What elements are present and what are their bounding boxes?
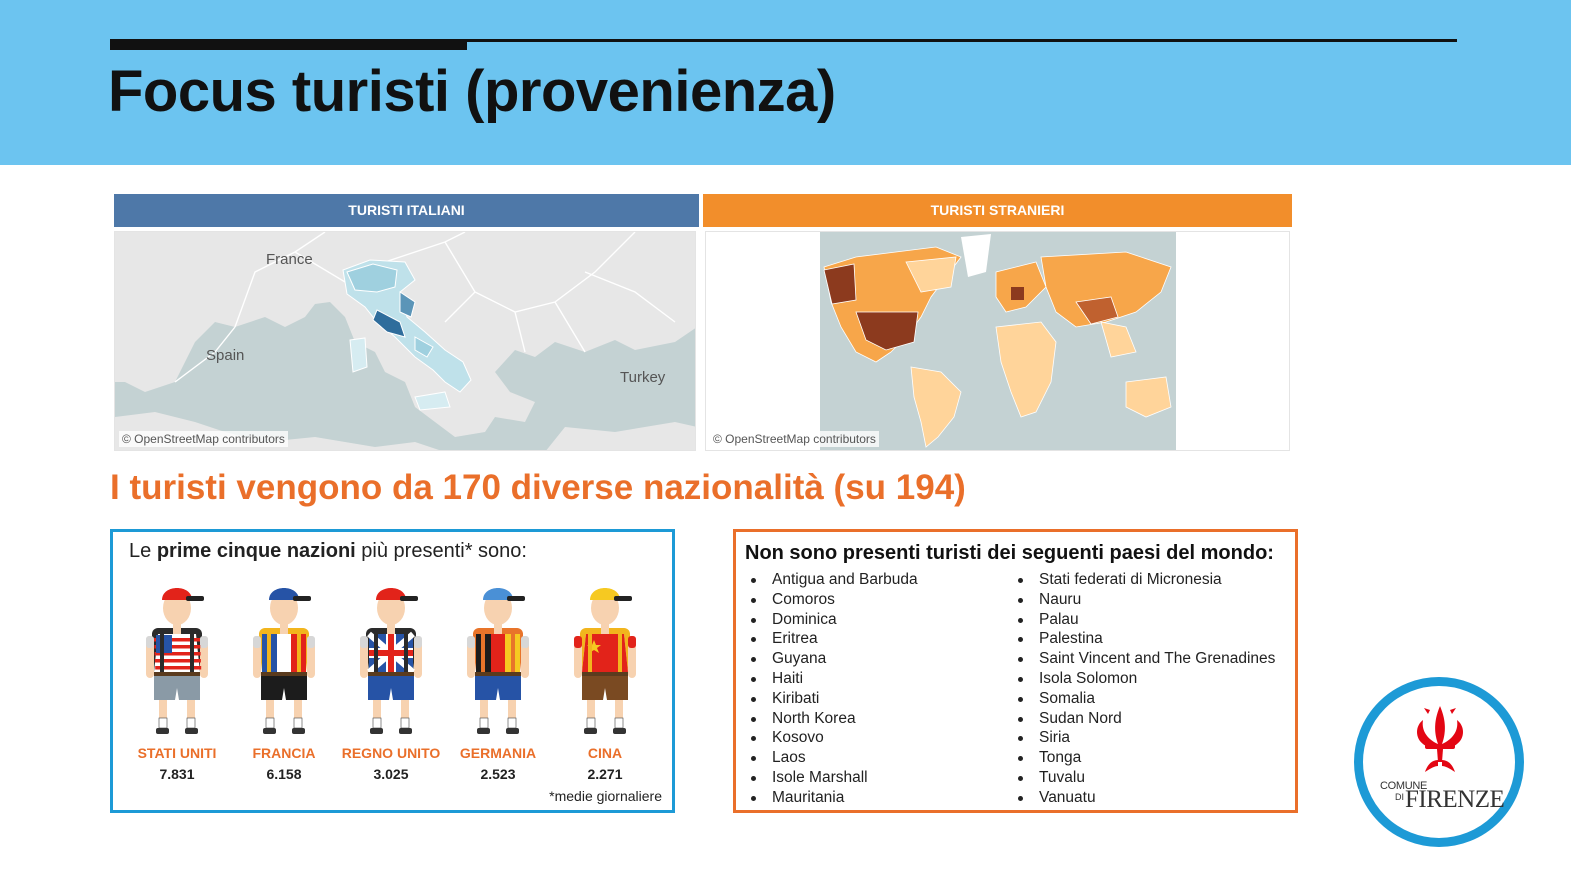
absent-countries-panel: [733, 529, 1298, 813]
list-item: Guyana: [750, 649, 918, 669]
foreign-tourists-map[interactable]: [705, 231, 1290, 451]
florentine-lily-icon: [1411, 704, 1469, 776]
top-countries-panel: [110, 529, 675, 813]
header-rule-accent: [110, 39, 467, 50]
tourist-country-label: CINA: [587, 745, 623, 761]
map-attribution[interactable]: © OpenStreetMap contributors: [119, 431, 288, 447]
list-item: Kiribati: [750, 689, 918, 709]
map-label-france: France: [266, 251, 313, 268]
logo-line-di: DI: [1395, 792, 1404, 802]
tourist-daily-average-value: 3.025: [373, 766, 409, 782]
page-title: Focus turisti (provenienza): [108, 59, 836, 124]
absent-countries-list-1: [750, 570, 918, 808]
absent-countries-list-2: [1017, 570, 1275, 808]
world-map-graphic: [706, 232, 1290, 451]
italian-tourists-header: TURISTI ITALIANI: [114, 194, 699, 227]
tourist-figure-china: [551, 572, 659, 787]
list-item: Kosovo: [750, 728, 918, 748]
tourist-icon: [570, 572, 640, 744]
map-label-turkey: Turkey: [620, 369, 666, 386]
foreign-tourists-header: TURISTI STRANIERI: [703, 194, 1292, 227]
list-item: Siria: [1017, 728, 1275, 748]
logo-line-comune: COMUNE: [1380, 780, 1428, 792]
list-item: Sudan Nord: [1017, 709, 1275, 729]
list-item: Eritrea: [750, 629, 918, 649]
tourist-daily-average-value: 6.158: [266, 766, 302, 782]
tourist-figure-uk: [337, 572, 445, 787]
list-item: North Korea: [750, 709, 918, 729]
list-item: Tonga: [1017, 748, 1275, 768]
tourist-country-label: STATI UNITI: [137, 745, 217, 761]
list-item: Vanuatu: [1017, 788, 1275, 808]
list-item: Nauru: [1017, 590, 1275, 610]
list-item: Antigua and Barbuda: [750, 570, 918, 590]
tourist-figure-germany: [444, 572, 552, 787]
list-item: Palestina: [1017, 629, 1275, 649]
map-attribution[interactable]: © OpenStreetMap contributors: [710, 431, 879, 447]
list-item: Palau: [1017, 610, 1275, 630]
tourist-icon: [463, 572, 533, 744]
list-item: Isole Marshall: [750, 768, 918, 788]
tourist-figure-usa: [123, 572, 231, 787]
top-countries-title: Le prime cinque nazioni più presenti* sono:: [129, 540, 527, 562]
tourist-icon: [142, 572, 212, 744]
tourist-country-label: REGNO UNITO: [341, 745, 441, 761]
italian-tourists-map[interactable]: [114, 231, 696, 451]
list-item: Tuvalu: [1017, 768, 1275, 788]
tourist-country-label: GERMANIA: [459, 745, 537, 761]
tourist-icon: [249, 572, 319, 744]
comune-di-firenze-logo: [1354, 677, 1524, 847]
list-item: Comoros: [750, 590, 918, 610]
list-item: Laos: [750, 748, 918, 768]
list-item: Mauritania: [750, 788, 918, 808]
map-label-spain: Spain: [206, 347, 245, 364]
tourist-daily-average-value: 2.523: [480, 766, 516, 782]
absent-countries-title: Non sono presenti turisti dei seguenti paesi del mondo:: [745, 542, 1274, 564]
list-item: Stati federati di Micronesia: [1017, 570, 1275, 590]
tourist-country-label: FRANCIA: [252, 745, 316, 761]
nationalities-headline: I turisti vengono da 170 diverse nazionalità (su 194): [110, 468, 966, 507]
logo-line-firenze: FIRENZE: [1405, 786, 1505, 813]
list-item: Isola Solomon: [1017, 669, 1275, 689]
list-item: Haiti: [750, 669, 918, 689]
list-item: Saint Vincent and The Grenadines: [1017, 649, 1275, 669]
italy-map-graphic: [115, 232, 696, 451]
daily-average-note: *medie giornaliere: [549, 788, 662, 804]
list-item: Somalia: [1017, 689, 1275, 709]
tourist-daily-average-value: 7.831: [159, 766, 195, 782]
tourist-icon: [356, 572, 426, 744]
tourist-figures: [123, 572, 663, 787]
tourist-figure-france: [230, 572, 338, 787]
list-item: Dominica: [750, 610, 918, 630]
tourist-daily-average-value: 2.271: [587, 766, 623, 782]
